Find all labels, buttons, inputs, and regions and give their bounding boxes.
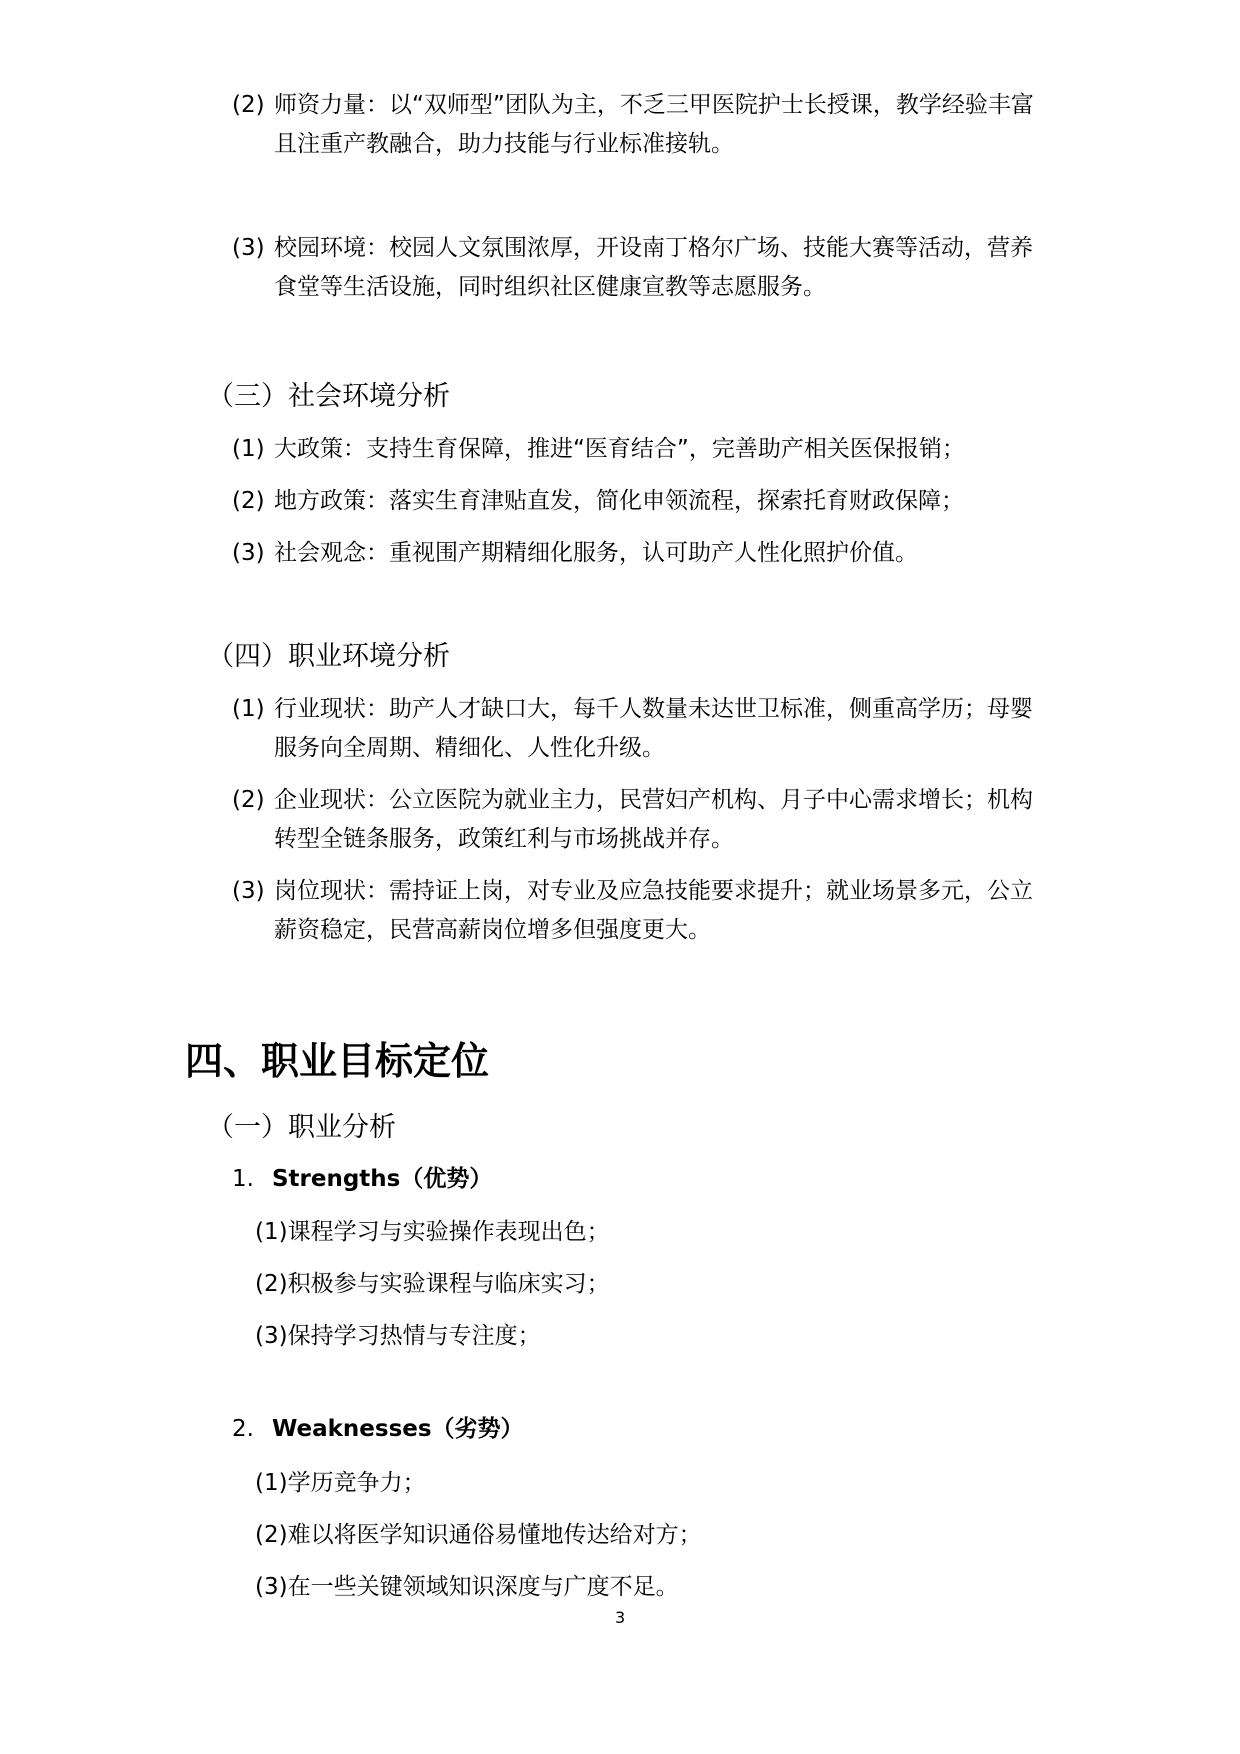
weakness-item-2: (2)难以将医学知识通俗易懂地传达给对方； — [255, 1522, 702, 1548]
item-text: 师资力量：以“双师型”团队为主，不乏三甲医院护士长授课，教学经验丰富且注重产教融合，助力技能与行业标准接轨。 — [274, 92, 1034, 157]
item-number: (3) — [232, 878, 265, 904]
list-number: 1. — [232, 1166, 254, 1192]
item-text: 社会观念：重视围产期精细化服务，认可助产人性化照护价值。 — [274, 540, 918, 566]
social-item-2 — [232, 482, 1042, 521]
social-heading: （三）社会环境分析 — [207, 381, 450, 412]
list-title: Weaknesses（劣势） — [271, 1416, 524, 1442]
page-number: 3 — [615, 1608, 626, 1627]
weakness-item-1: (1)学历竞争力； — [255, 1470, 426, 1496]
item-number: (2) — [232, 787, 265, 813]
item-text: 企业现状：公立医院为就业主力，民营妇产机构、月子中心需求增长；机构转型全链条服务，政策红利与市场挑战并存。 — [274, 787, 1033, 852]
teaching-item-3 — [232, 229, 1042, 307]
item-number: (1) — [232, 436, 265, 462]
strengths-heading — [232, 1160, 492, 1193]
item-number: (3) — [232, 540, 265, 566]
item-number: (1) — [232, 696, 265, 722]
weaknesses-heading — [232, 1410, 524, 1443]
career-env-item-1 — [232, 690, 1042, 768]
weakness-item-3: (3)在一些关键领域知识深度与广度不足。 — [255, 1574, 679, 1600]
item-number: (2) — [232, 92, 265, 118]
career-env-item-2 — [232, 781, 1042, 859]
item-number: (3) — [232, 235, 265, 261]
item-text: 行业现状：助产人才缺口大，每千人数量未达世卫标准，侧重高学历；母婴服务向全周期、精细化、人性化升级。 — [274, 696, 1033, 761]
item-text: 岗位现状：需持证上岗，对专业及应急技能要求提升；就业场景多元，公立薪资稳定，民营高薪岗位增多但强度更大。 — [274, 878, 1033, 943]
section-subheading: （一）职业分析 — [207, 1112, 396, 1143]
item-text: 校园环境：校园人文氛围浓厚，开设南丁格尔广场、技能大赛等活动，营养食堂等生活设施，同时组织社区健康宣教等志愿服务。 — [274, 235, 1033, 300]
item-text: 大政策：支持生育保障，推进“医育结合”，完善助产相关医保报销； — [274, 436, 965, 462]
item-number: (2) — [232, 488, 265, 514]
career-env-item-3 — [232, 872, 1042, 950]
career-env-heading: （四）职业环境分析 — [207, 641, 450, 672]
social-item-3 — [232, 534, 1042, 573]
strength-item-2: (2)积极参与实验课程与临床实习； — [255, 1271, 610, 1297]
list-title: Strengths（优势） — [271, 1166, 493, 1192]
list-number: 2. — [232, 1416, 254, 1442]
teaching-item-2 — [232, 86, 1042, 164]
strength-item-3: (3)保持学习热情与专注度； — [255, 1323, 541, 1349]
strength-item-1: (1)课程学习与实验操作表现出色； — [255, 1219, 610, 1245]
item-text: 地方政策：落实生育津贴直发，简化申领流程，探索托育财政保障； — [274, 488, 964, 514]
section-title: 四、职业目标定位 — [185, 1039, 490, 1083]
social-item-1 — [232, 430, 1042, 469]
